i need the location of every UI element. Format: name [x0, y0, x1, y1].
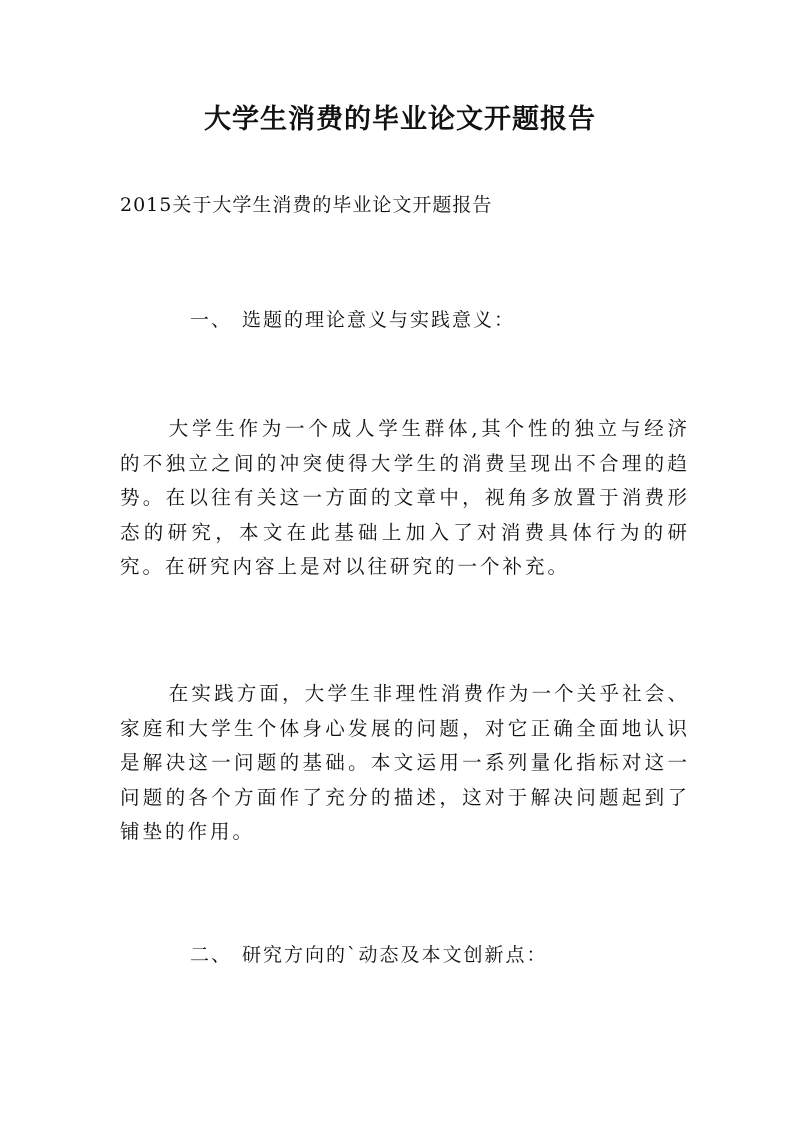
document-subtitle: 2015关于大学生消费的毕业论文开题报告 [120, 194, 493, 216]
document-title: 大学生消费的毕业论文开题报告 [204, 104, 596, 135]
section-number-1: 一、 [190, 309, 233, 331]
section-heading-2 [190, 940, 548, 970]
paragraph-2: 在实践方面，大学生非理性消费作为一个关乎社会、家庭和大学生个体身心发展的问题，对它正确全面地认识是解决这一问题的基础。本文运用一系列量化指标对这一问题的各个方面作了充分的描述，这对于解决问题起到了铺垫的作用。 [120, 682, 690, 843]
section-heading-1 [190, 305, 515, 335]
paragraph-1: 大学生作为一个成人学生群体,其个性的独立与经济的不独立之间的冲突使得大学生的消费呈现出不合理的趋势。在以往有关这一方面的文章中，视角多放置于消费形态的研究，本文在此基础上加入了对消费具体行为的研究。在研究内容上是对以往研究的一个补充。 [120, 417, 690, 578]
section-heading-text-1: 选题的理论意义与实践意义： [242, 309, 516, 331]
section-number-2: 二、 [190, 944, 233, 966]
section-heading-text-2: 研究方向的`动态及本文创新点： [242, 944, 548, 966]
